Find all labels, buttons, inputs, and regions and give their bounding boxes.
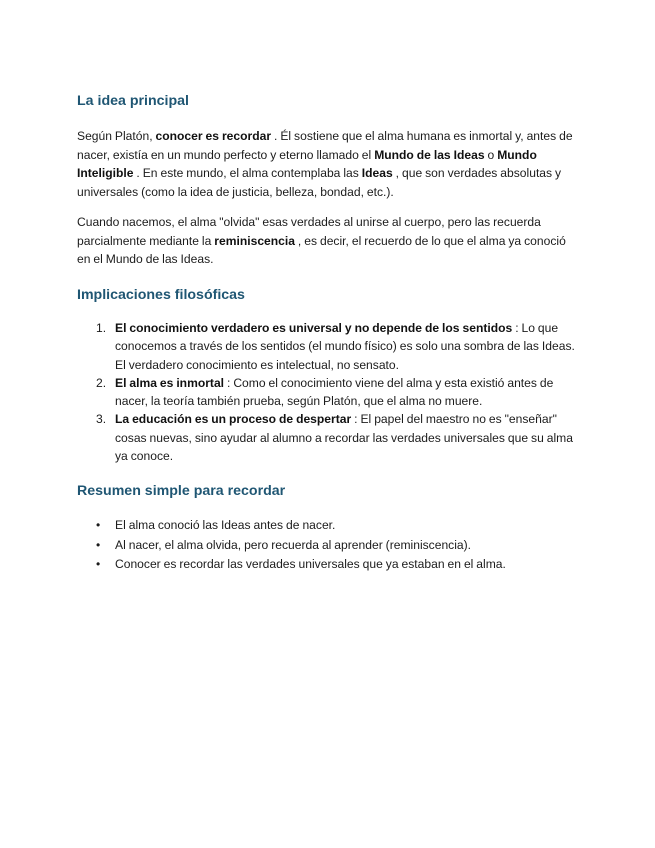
section-heading-main-idea: La idea principal bbox=[77, 93, 189, 109]
text-run: , es decir, el recuerdo de lo que el alma ya conoció en el Mundo de las Ideas. bbox=[77, 233, 566, 267]
list-number: 1. bbox=[96, 321, 107, 335]
bullet-icon: • bbox=[96, 518, 101, 532]
section-heading-summary: Resumen simple para recordar bbox=[77, 483, 286, 499]
list-item-text: : Como el conocimiento viene del alma y esta existió antes de nacer, la teoría también prueba, según Platón, que el alma no muere. bbox=[115, 375, 554, 409]
list-item bbox=[77, 516, 582, 536]
section-heading-implications: Implicaciones filosóficas bbox=[77, 287, 245, 303]
list-item-text: Al nacer, el alma olvida, pero recuerda al aprender (reminiscencia). bbox=[115, 537, 472, 552]
bullet-icon: • bbox=[96, 557, 101, 571]
list-item-text: : El papel del maestro no es "enseñar" cosas nuevas, sino ayudar al alumno a recordar las verdades universales que su alma ya conoce. bbox=[115, 412, 573, 464]
list-item bbox=[77, 319, 582, 374]
list-item bbox=[77, 374, 582, 411]
list-item-title: La educación es un proceso de despertar bbox=[115, 412, 352, 427]
summary-list bbox=[77, 516, 582, 575]
bullet-icon: • bbox=[96, 537, 101, 552]
text-run: , que son verdades absolutas y universales (como la idea de justicia, belleza, bondad, etc.). bbox=[77, 166, 562, 199]
text-run: . En este mundo, el alma contemplaba las bbox=[133, 166, 362, 181]
list-number: 3. bbox=[96, 412, 107, 427]
bold-term: Mundo Inteligible bbox=[77, 147, 537, 181]
list-item-text: El alma conoció las Ideas antes de nacer. bbox=[115, 518, 336, 532]
bold-term: conocer es recordar bbox=[155, 129, 272, 143]
text-run: . Él sostiene que el alma humana es inmortal y, antes de nacer, existía en un mundo perfecto y eterno llamado el bbox=[77, 129, 573, 162]
text-run: o bbox=[484, 147, 498, 162]
list-item bbox=[77, 555, 582, 575]
list-item bbox=[77, 410, 582, 465]
list-number: 2. bbox=[96, 375, 107, 390]
bold-term: reminiscencia bbox=[214, 233, 295, 248]
bold-term: Mundo de las Ideas bbox=[374, 147, 485, 162]
list-item-title: El conocimiento verdadero es universal y no depende de los sentidos bbox=[115, 321, 513, 335]
paragraph-main-idea bbox=[77, 127, 582, 201]
paragraph-reminiscence bbox=[77, 213, 582, 269]
implications-list bbox=[77, 319, 582, 465]
text-run: Según Platón, bbox=[77, 129, 156, 143]
list-item bbox=[77, 536, 582, 556]
list-item-text: : Lo que conocemos a través de los sentidos (el mundo físico) es solo una sombra de las Ideas. El verdadero conocimiento es intelectual, no sensato. bbox=[115, 321, 575, 372]
bold-term: Ideas bbox=[361, 166, 393, 181]
text-run: Cuando nacemos, el alma "olvida" esas verdades al unirse al cuerpo, pero las recuerda parcialmente mediante la bbox=[77, 215, 541, 248]
list-item-title: El alma es inmortal bbox=[115, 375, 225, 390]
list-item-text: Conocer es recordar las verdades universales que ya estaban en el alma. bbox=[115, 557, 506, 571]
